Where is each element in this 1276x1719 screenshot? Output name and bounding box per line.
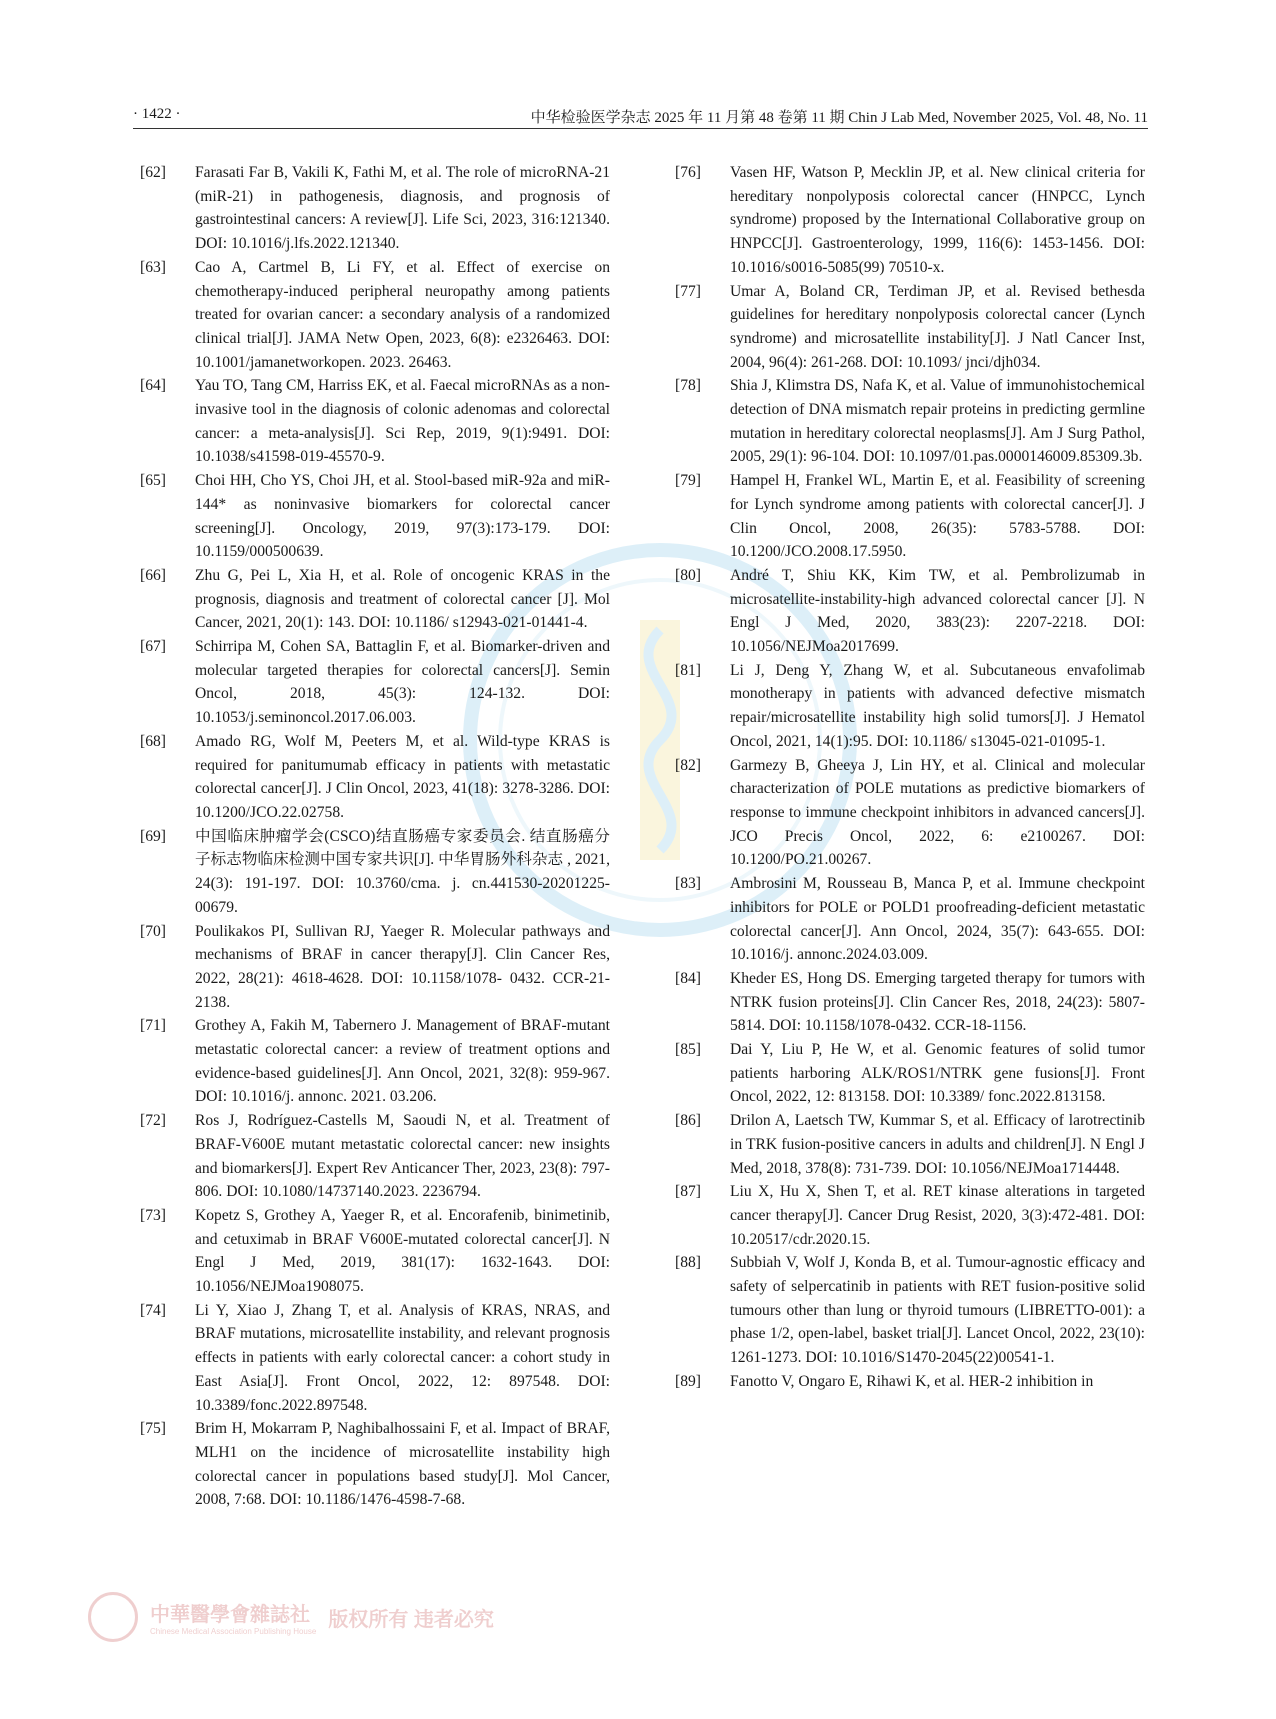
reference-text: 中国临床肿瘤学会(CSCO)结直肠癌专家委员会. 结直肠癌分子标志物临床检测中国专家共识[J]. 中华胃肠外科杂志 , 2021, 24(3): 191-197. DOI: 10.3760/cma. j. cn.441530-20201225-00679. — [195, 827, 610, 916]
reference-number: [64] — [140, 377, 166, 395]
reference-item — [140, 825, 610, 920]
reference-item — [675, 469, 1145, 564]
reference-text: Zhu G, Pei L, Xia H, et al. Role of oncogenic KRAS in the prognosis, diagnosis and treatment of colorectal cancer [J]. Mol Cancer, 2021, 20(1): 143. DOI: 10.1186/ s12943-021-01441-4. — [195, 566, 610, 632]
reference-text: Brim H, Mokarram P, Naghibalhossaini F, et al. Impact of BRAF, MLH1 on the incidence of microsatellite instability high colorectal cancer in populations based study[J]. Mol Cancer, 2008, 7:68. DOI: 10.1186/1476-4598-7-68. — [195, 1420, 610, 1509]
reference-item — [675, 564, 1145, 659]
reference-text: Fanotto V, Ongaro E, Rihawi K, et al. HER-2 inhibition in — [730, 1372, 1094, 1390]
reference-item — [675, 374, 1145, 469]
reference-number: [77] — [675, 282, 701, 300]
reference-number: [62] — [140, 164, 166, 181]
reference-text: Grothey A, Fakih M, Tabernero J. Management of BRAF-mutant metastatic colorectal cancer: a review of treatment options and evidence-based guidelines[J]. Ann Oncol, 2021, 32(8): 959-967. DOI: 10.1016/j. annonc. 2021. 03.206. — [195, 1017, 610, 1106]
page-number: · 1422 · — [133, 106, 181, 122]
reference-text: Yau TO, Tang CM, Harriss EK, et al. Faecal microRNAs as a non-invasive tool in the diagnosis of colonic adenomas and colorectal cancer: a meta-analysis[J]. Sci Rep, 2019, 9(1):9491. DOI: 10.1038/s41598-019-45570-9. — [195, 377, 610, 466]
reference-item — [675, 1038, 1145, 1109]
reference-text: Drilon A, Laetsch TW, Kummar S, et al. Efficacy of larotrectinib in TRK fusion-positive cancers in adults and children[J]. N Engl J Med, 2018, 378(8): 731-739. DOI: 10.1056/NEJMoa1714448. — [730, 1112, 1145, 1177]
reference-column-right — [675, 161, 1145, 1394]
reference-item — [140, 1109, 610, 1204]
reference-text: Ros J, Rodríguez-Castells M, Saoudi N, et al. Treatment of BRAF-V600E mutant metastatic colorectal cancer: new insights and biomarkers[J]. Expert Rev Anticancer Ther, 2023, 23(8): 797-806. DOI: 10.1080/14737140.2023. 2236794. — [195, 1112, 610, 1201]
reference-text: Li Y, Xiao J, Zhang T, et al. Analysis of KRAS, NRAS, and BRAF mutations, microsatellite instability, and relevant prognosis effects in patients with early colorectal cancer: a cohort study in East Asia[J]. Front Oncol, 2022, 12: 897548. DOI: 10.3389/fonc.2022.897548. — [195, 1301, 610, 1414]
reference-number: [69] — [140, 827, 166, 845]
reference-number: [79] — [675, 472, 701, 490]
reference-item — [140, 1204, 610, 1299]
page-header — [133, 104, 1148, 129]
reference-item — [675, 659, 1145, 754]
reference-item — [675, 872, 1145, 967]
reference-item — [675, 1251, 1145, 1370]
reference-number: [87] — [675, 1183, 701, 1201]
reference-text: Ambrosini M, Rousseau B, Manca P, et al. Immune checkpoint inhibitors for POLE or POLD1 proofreading-deficient metastatic colorectal cancer[J]. Ann Oncol, 2024, 35(7): 643-655. DOI: 10.1016/j. annonc.2024.03.009. — [730, 875, 1145, 964]
reference-text: Vasen HF, Watson P, Mecklin JP, et al. New clinical criteria for hereditary nonpolyposis colorectal cancer (HNPCC, Lynch syndrome) proposed by the International Collaborative group on HNPCC[J]. Gastroenterology, 1999, 116(6): 1453-1456. DOI: 10.1016/s0016-5085(99) 70510-x. — [730, 164, 1145, 276]
publisher-name-en: Chinese Medical Association Publishing House — [150, 1627, 317, 1636]
reference-number: [86] — [675, 1112, 701, 1130]
reference-item — [140, 374, 610, 469]
reference-text: Farasati Far B, Vakili K, Fathi M, et al. The role of microRNA-21 (miR-21) in pathogenesis, diagnosis, and prognosis of gastrointestinal cancers: A review[J]. Life Sci, 2023, 316:121340. DOI: 10.1016/j.lfs.2022.121340. — [195, 164, 610, 253]
reference-text: Hampel H, Frankel WL, Martin E, et al. Feasibility of screening for Lynch syndrome among patients with colorectal cancer[J]. J Clin Oncol, 2008, 26(35): 5783-5788. DOI: 10.1200/JCO.2008.17.5950. — [730, 472, 1145, 561]
reference-text: Amado RG, Wolf M, Peeters M, et al. Wild-type KRAS is required for panitumumab efficacy in patients with metastatic colorectal cancer[J]. J Clin Oncol, 2023, 41(18): 3278-3286. DOI: 10.1200/JCO.22.02758. — [195, 732, 610, 821]
reference-text: Schirripa M, Cohen SA, Battaglin F, et al. Biomarker-driven and molecular targeted therapies for colorectal cancers[J]. Semin Oncol, 2018, 45(3): 124-132. DOI: 10.1053/j.seminoncol.2017.06.003. — [195, 638, 610, 727]
publisher-watermark — [88, 1592, 588, 1642]
reference-item — [675, 161, 1145, 280]
reference-number: [74] — [140, 1301, 166, 1319]
reference-text: Umar A, Boland CR, Terdiman JP, et al. Revised bethesda guidelines for hereditary nonpolyposis colorectal cancer (Lynch syndrome) and microsatellite instability[J]. J Natl Cancer Inst, 2004, 96(4): 261-268. DOI: 10.1093/ jnci/djh034. — [730, 282, 1145, 371]
reference-text: Shia J, Klimstra DS, Nafa K, et al. Value of immunohistochemical detection of DNA mismatch repair proteins in predicting germline mutation in hereditary colorectal neoplasms[J]. Am J Surg Pathol, 2005, 29(1): 96-104. DOI: 10.1097/01.pas.0000146009.85309.3b. — [730, 377, 1145, 466]
reference-item — [140, 635, 610, 730]
reference-item — [140, 1417, 610, 1512]
reference-text: Garmezy B, Gheeya J, Lin HY, et al. Clinical and molecular characterization of POLE mutations as predictive biomarkers of response to immune checkpoint inhibitors in advanced cancers[J]. JCO Precis Oncol, 2022, 6: e2100267. DOI: 10.1200/PO.21.00267. — [730, 756, 1145, 869]
reference-item — [675, 1180, 1145, 1251]
reference-number: [65] — [140, 472, 166, 490]
reference-text: Choi HH, Cho YS, Choi JH, et al. Stool-based miR-92a and miR-144* as noninvasive biomarkers for colorectal cancer screening[J]. Oncology, 2019, 97(3):173-179. DOI: 10.1159/000500639. — [195, 472, 610, 561]
publisher-seal-icon — [88, 1592, 138, 1642]
reference-number: [66] — [140, 566, 166, 584]
reference-number: [68] — [140, 732, 166, 750]
rights-notice: 版权所有 违者必究 — [328, 1608, 494, 1631]
reference-number: [76] — [675, 164, 701, 181]
reference-item — [140, 564, 610, 635]
reference-item — [140, 256, 610, 375]
reference-number: [78] — [675, 377, 701, 395]
reference-number: [88] — [675, 1254, 701, 1272]
reference-text: Kheder ES, Hong DS. Emerging targeted therapy for tumors with NTRK fusion proteins[J]. Clin Cancer Res, 2018, 24(23): 5807-5814. DOI: 10.1158/1078-0432. CCR-18-1156. — [730, 969, 1145, 1035]
reference-column-left — [140, 161, 610, 1512]
reference-number: [70] — [140, 922, 166, 940]
reference-text: Poulikakos PI, Sullivan RJ, Yaeger R. Molecular pathways and mechanisms of BRAF in cancer therapy[J]. Clin Cancer Res, 2022, 28(21): 4618-4628. DOI: 10.1158/1078- 0432. CCR-21-2138. — [195, 922, 610, 1011]
reference-item — [140, 1299, 610, 1418]
reference-number: [71] — [140, 1017, 166, 1035]
reference-number: [63] — [140, 258, 166, 276]
reference-item — [675, 754, 1145, 873]
reference-item — [140, 469, 610, 564]
reference-item — [675, 1370, 1145, 1394]
reference-number: [80] — [675, 566, 701, 584]
reference-number: [72] — [140, 1112, 166, 1130]
reference-number: [89] — [675, 1372, 701, 1390]
reference-item — [140, 920, 610, 1015]
reference-item — [140, 1014, 610, 1109]
reference-number: [81] — [675, 661, 701, 679]
reference-text: Li J, Deng Y, Zhang W, et al. Subcutaneous envafolimab monotherapy in patients with advanced defective mismatch repair/microsatellite instability high solid tumors[J]. J Hematol Oncol, 2021, 14(1):95. DOI: 10.1186/ s13045-021-01095-1. — [730, 661, 1145, 750]
reference-number: [85] — [675, 1041, 701, 1059]
reference-number: [73] — [140, 1206, 166, 1224]
journal-citation: 中华检验医学杂志 2025 年 11 月第 48 卷第 11 期 Chin J Lab Med, November 2025, Vol. 48, No. 11 — [530, 110, 1148, 126]
reference-item — [140, 730, 610, 825]
reference-text: Subbiah V, Wolf J, Konda B, et al. Tumour-agnostic efficacy and safety of selpercatinib in patients with RET fusion-positive solid tumours other than lung or thyroid tumours (LIBRETTO-001): a phase 1/2, open-label, basket trial[J]. Lancet Oncol, 2022, 23(10): 1261-1273. DOI: 10.1016/S1470-2045(22)00541-1. — [730, 1254, 1145, 1367]
reference-number: [75] — [140, 1420, 166, 1438]
reference-number: [84] — [675, 969, 701, 987]
reference-text: Liu X, Hu X, Shen T, et al. RET kinase alterations in targeted cancer therapy[J]. Cancer Drug Resist, 2020, 3(3):472-481. DOI: 10.20517/cdr.2020.15. — [730, 1183, 1145, 1248]
reference-text: André T, Shiu KK, Kim TW, et al. Pembrolizumab in microsatellite-instability-high advanced colorectal cancer [J]. N Engl J Med, 2020, 383(23): 2207-2218. DOI: 10.1056/NEJMoa2017699. — [730, 566, 1145, 656]
reference-number: [82] — [675, 756, 701, 774]
reference-item — [140, 161, 610, 256]
reference-item — [675, 1109, 1145, 1180]
reference-item — [675, 967, 1145, 1038]
reference-item — [675, 280, 1145, 375]
reference-text: Dai Y, Liu P, He W, et al. Genomic features of solid tumor patients harboring ALK/ROS1/NTRK gene fusions[J]. Front Oncol, 2022, 12: 813158. DOI: 10.3389/ fonc.2022.813158. — [730, 1041, 1145, 1106]
reference-text: Kopetz S, Grothey A, Yaeger R, et al. Encorafenib, binimetinib, and cetuximab in BRAF V600E-mutated colorectal cancer[J]. N Engl J Med, 2019, 381(17): 1632-1643. DOI: 10.1056/NEJMoa1908075. — [195, 1206, 610, 1296]
reference-number: [67] — [140, 638, 166, 656]
reference-text: Cao A, Cartmel B, Li FY, et al. Effect of exercise on chemotherapy-induced peripheral neuropathy among patients treated for ovarian cancer: a secondary analysis of a randomized clinical trial[J]. JAMA Netw Open, 2023, 6(8): e2326463. DOI: 10.1001/jamanetworkopen. 2023. 26463. — [195, 258, 610, 371]
reference-number: [83] — [675, 875, 701, 893]
publisher-name: 中華醫學會雜誌社 — [150, 1604, 310, 1626]
